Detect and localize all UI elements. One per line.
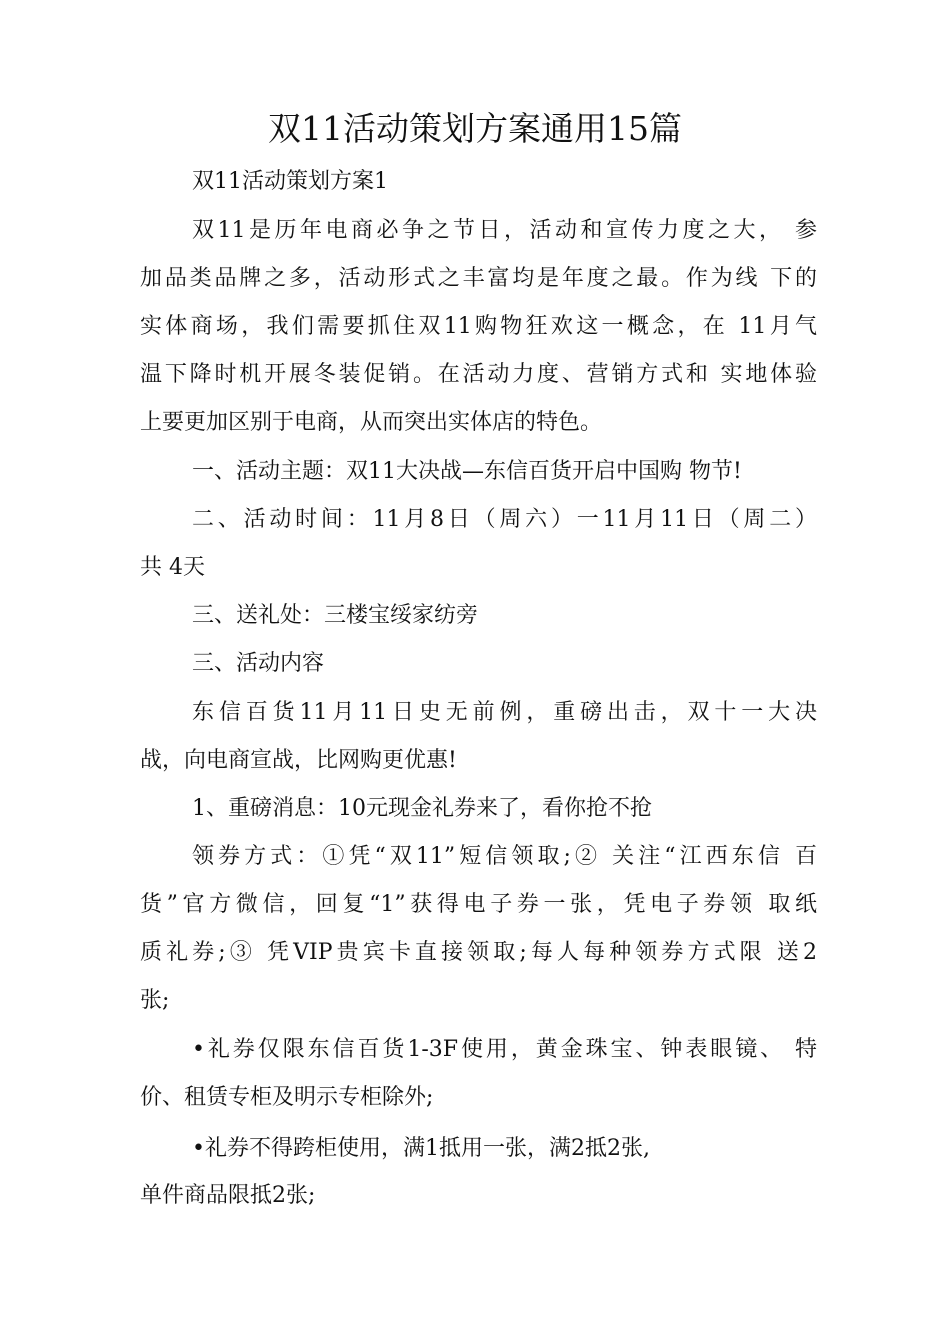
paragraph-line: 价、租赁专柜及明示专柜除外; (140, 1085, 434, 1110)
paragraph-line: 东信百货11月11日史无前例，重磅出击，双十一大决 (192, 700, 817, 725)
activity-theme: 一、活动主题：双11大决战—东信百货开启中国购 物节! (192, 459, 742, 484)
paragraph-line: 温下降时机开展冬装促销。在活动力度、营销方式和 实地体验 (140, 362, 817, 387)
paragraph-line: 领券方式：①凭“双11”短信领取;② 关注“江西东信 百 (192, 844, 817, 869)
gift-location: 三、送礼处：三楼宝绥家纺旁 (192, 603, 479, 628)
paragraph-line: 加品类品牌之多，活动形式之丰富均是年度之最。作为线 下的 (140, 266, 817, 291)
bullet-line: •礼券仅限东信百货1-3F使用，黄金珠宝、钟表眼镜、 特 (192, 1037, 817, 1062)
paragraph-line: 战，向电商宣战，比网购更优惠! (140, 748, 457, 773)
paragraph-line: 双11是历年电商必争之节日，活动和宣传力度之大， 参 (192, 218, 817, 243)
document-title: 双11活动策划方案通用15篇 (268, 109, 682, 148)
bullet-line: •礼券不得跨柜使用，满1抵用一张，满2抵2张, (192, 1136, 650, 1161)
paragraph-line: 单件商品限抵2张; (140, 1183, 316, 1208)
activity-time: 二、活动时间：11月8日（周六）一11月11日（周二） (192, 507, 817, 532)
activity-content-heading: 三、活动内容 (192, 651, 325, 676)
paragraph-line: 货”官方微信，回复“1”获得电子券一张，凭电子券领 取纸 (140, 892, 817, 917)
paragraph-line: 实体商场，我们需要抓住双11购物狂欢这一概念，在 11月气 (140, 314, 817, 339)
item-heading: 1、重磅消息：10元现金礼券来了，看你抢不抢 (192, 796, 652, 821)
paragraph-line: 质礼券;③ 凭VIP贵宾卡直接领取;每人每种领券方式限 送2 (140, 940, 817, 965)
paragraph-line: 张; (140, 988, 170, 1013)
section-heading: 双11活动策划方案1 (192, 169, 388, 194)
paragraph-line: 上要更加区别于电商，从而突出实体店的特色。 (140, 410, 603, 435)
activity-time-duration: 共 4天 (140, 555, 205, 580)
